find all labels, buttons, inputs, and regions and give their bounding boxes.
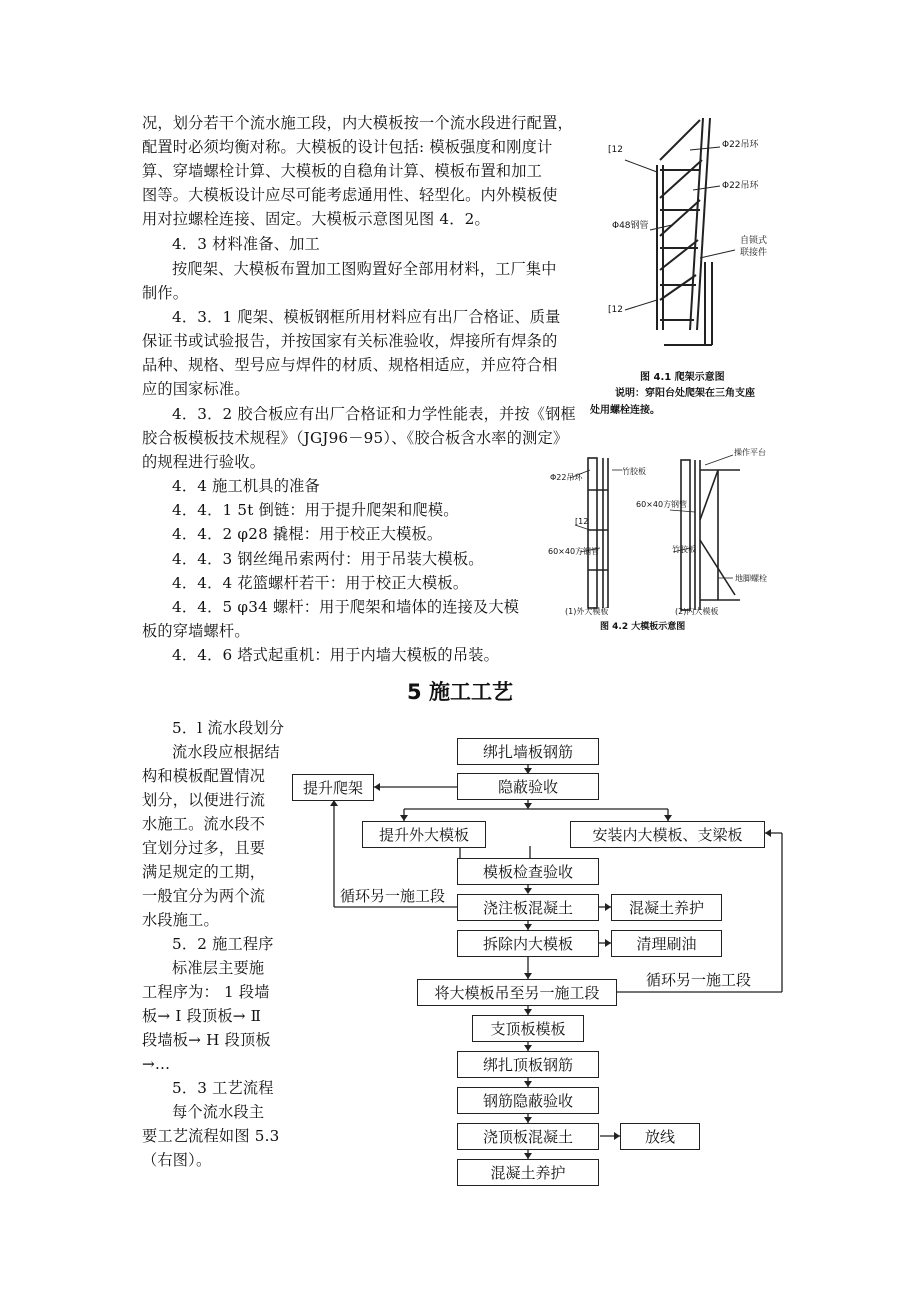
fig41-label: Φ48钢管 — [612, 221, 649, 231]
text-line: 况，划分若干个流水施工段，内大模板按一个流水段进行配置， — [142, 114, 573, 132]
text-line: 5．2 施工程序 — [172, 935, 274, 953]
text-line: 工程序为： 1 段墙 — [142, 983, 270, 1001]
text-line: 一般宜分为两个流 — [142, 887, 266, 905]
text-line: 标准层主要施 — [172, 959, 265, 977]
fig42-label: [12 — [575, 517, 589, 526]
text-line: 4．3．2 胶合板应有出厂合格证和力学性能表，并按《钢框 — [172, 405, 576, 423]
fig41-label: [12 — [608, 145, 623, 155]
flow-step: 放线 — [620, 1123, 700, 1150]
text-line: 水施工。流水段不 — [142, 815, 266, 833]
text-line: 满足规定的工期， — [142, 863, 266, 881]
text-line: 配置时必须均衡对称。大模板的设计包括: 模板强度和刚度计 — [142, 138, 553, 156]
text-line: 4．4．6 塔式起重机：用于内墙大模板的吊装。 — [172, 646, 499, 664]
fig41-caption: 图 4.1 爬架示意图 — [640, 372, 725, 383]
text-line: 板的穿墙螺杆。 — [142, 622, 250, 640]
text-line: 宜划分过多，且要 — [142, 839, 266, 857]
figure-4-2-large-formwork — [588, 458, 740, 610]
text-line: 按爬架、大模板布置加工图购置好全部用材料，工厂集中 — [172, 260, 557, 278]
text-line: 4．4．4 花篮螺杆若干：用于校正大模板。 — [172, 574, 469, 592]
fig42-label: 60×40方钢管 — [636, 500, 688, 509]
fig42-caption: 图 4.2 大模板示意图 — [600, 622, 686, 632]
fig41-label: Φ22吊环 — [722, 181, 759, 191]
flow-step: 混凝土养护 — [457, 1159, 599, 1186]
text-line: 构和模板配置情况 — [142, 767, 266, 785]
fig42-label: 地脚螺栓 — [735, 574, 767, 583]
text-line: 制作。 — [142, 284, 189, 302]
text-line: 保证书或试验报告，并按国家有关标准验收，焊接所有焊条的 — [142, 332, 558, 350]
text-line: 段墙板→ H 段顶板 — [142, 1031, 271, 1049]
text-line: 5．l 流水段划分 — [172, 719, 285, 737]
flow-step: 提升外大模板 — [362, 821, 486, 848]
flow-step: 安装内大模板、支梁板 — [570, 821, 765, 848]
text-line: 4．4．3 钢丝绳吊索两付：用于吊装大模板。 — [172, 550, 484, 568]
fig41-label: [12 — [608, 305, 623, 315]
text-line: 的规程进行验收。 — [142, 453, 266, 471]
text-line: 4．3 材料准备、加工 — [172, 235, 320, 253]
text-line: 胶合板模板技术规程》（JGJ96－95）、《胶合板含水率的测定》 — [142, 429, 569, 447]
flow-step: 清理刷油 — [611, 930, 722, 957]
flow-step: 绑扎顶板钢筋 — [457, 1051, 599, 1078]
text-line: →… — [142, 1055, 171, 1073]
fig42-sub: (2)内大模板 — [675, 607, 719, 616]
text-line: 算、穿墙螺栓计算、大模板的自稳角计算、模板布置和加工 — [142, 162, 543, 180]
fig42-label: 竹胶板 — [672, 545, 696, 554]
fig42-label: 60×40方钢管 — [548, 547, 600, 556]
text-line: 要工艺流程如图 5.3 — [142, 1127, 280, 1145]
fig42-label: 操作平台 — [734, 448, 766, 457]
text-line: 4．4 施工机具的准备 — [172, 477, 320, 495]
text-line: 4．3．1 爬架、模板钢框所用材料应有出厂合格证、质量 — [172, 308, 561, 326]
fig42-sub: (1)外大模板 — [565, 607, 609, 616]
fig41-note: 说明：穿阳台处爬架在三角支座 — [615, 388, 755, 399]
text-line: 4．4．5 φ34 螺杆：用于爬架和墙体的连接及大模 — [172, 598, 520, 616]
text-line: 板→ I 段顶板→ Ⅱ — [142, 1007, 262, 1025]
text-line: 4．4．1 5t 倒链：用于提升爬架和爬模。 — [172, 501, 459, 519]
flow-step: 提升爬架 — [292, 774, 374, 801]
flow-step: 将大模板吊至另一施工段 — [417, 979, 617, 1006]
flow-step: 支顶板模板 — [472, 1015, 584, 1042]
flow-step: 模板检查验收 — [457, 858, 599, 885]
text-line: 水段施工。 — [142, 911, 219, 929]
text-line: 4．4．2 φ28 撬棍：用于校正大模板。 — [172, 525, 443, 543]
text-line: 划分，以便进行流 — [142, 791, 266, 809]
flow-step: 隐蔽验收 — [457, 773, 599, 800]
flow-step: 绑扎墙板钢筋 — [457, 738, 599, 765]
text-line: （右图）。 — [142, 1151, 212, 1169]
fig41-note: 处用螺栓连接。 — [590, 405, 660, 416]
flow-step: 拆除内大模板 — [457, 930, 599, 957]
text-line: 应的国家标准。 — [142, 380, 250, 398]
fig42-label: Φ22吊环 — [550, 473, 583, 482]
text-line: 图等。大模板设计应尽可能考虑通用性、轻型化。内外模板使 — [142, 186, 558, 204]
flow-step: 混凝土养护 — [611, 894, 722, 921]
flow-step: 钢筋隐蔽验收 — [457, 1087, 599, 1114]
loop-label: 循环另一施工段 — [646, 971, 752, 989]
text-line: 流水段应根据结 — [172, 743, 280, 761]
text-line: 每个流水段主 — [172, 1103, 265, 1121]
loop-label: 循环另一施工段 — [340, 887, 446, 905]
fig41-label: Φ22吊环 — [722, 140, 759, 150]
text-line: 5．3 工艺流程 — [172, 1079, 274, 1097]
section-title: 5 施工工艺 — [407, 680, 513, 704]
fig41-label: 联接件 — [740, 248, 768, 258]
flow-step: 浇顶板混凝土 — [457, 1123, 599, 1150]
flow-step: 浇注板混凝土 — [457, 894, 599, 921]
text-line: 品种、规格、型号应与焊件的材质、规格相适应，并应符合相 — [142, 356, 558, 374]
fig41-label: 自锁式 — [740, 236, 768, 246]
fig42-label: 竹胶板 — [622, 467, 646, 476]
text-line: 用对拉螺栓连接、固定。大模板示意图见图 4．2。 — [142, 210, 490, 228]
